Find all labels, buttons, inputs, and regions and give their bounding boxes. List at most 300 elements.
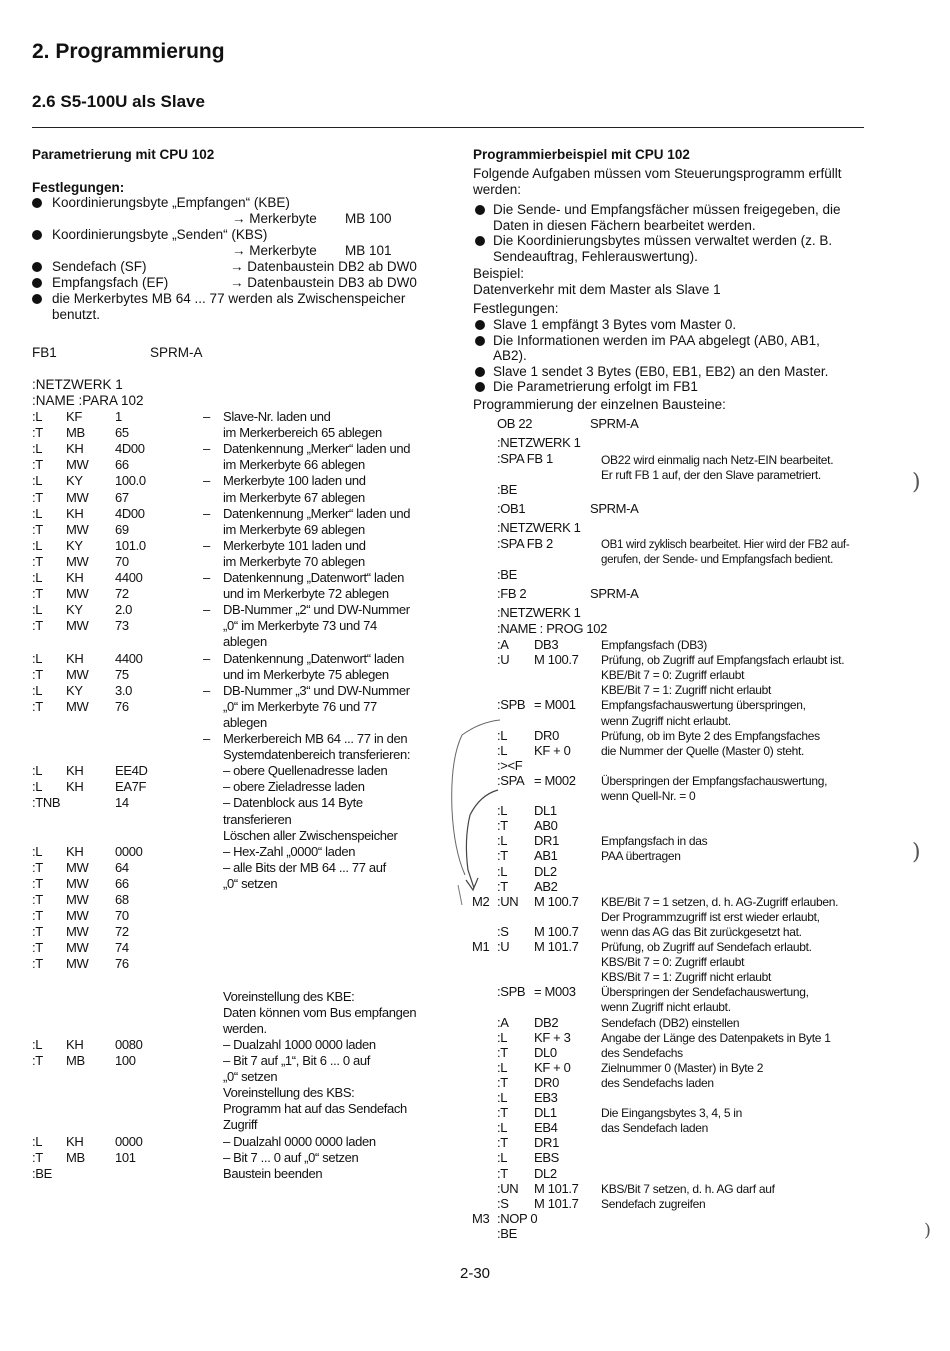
code-c: im Merkerbyte 69 ablegen: [223, 521, 365, 537]
code-row: [32, 683, 472, 699]
bullet-text: Empfangsfach (EF): [52, 275, 169, 290]
code-comment: PAA übertragen: [601, 849, 681, 864]
ob1-netzwerk: :NETZWERK 1: [497, 520, 581, 535]
code-c: Merkerbereich MB 64 ... 77 in den: [223, 731, 408, 746]
fb2-name: SPRM-A: [590, 586, 639, 601]
left-code-listing: [32, 409, 472, 1189]
code-arg: MW: [66, 553, 89, 569]
code-row: [470, 1075, 890, 1091]
code-val: 72: [115, 924, 129, 940]
code-arg: MB: [66, 1053, 85, 1068]
code-val: 72: [115, 586, 129, 602]
code-row: [470, 682, 890, 698]
code-row: [32, 1085, 472, 1101]
section-heading: 2.6 S5-100U als Slave: [32, 92, 205, 111]
code-arg: DL1: [534, 1105, 557, 1121]
code-row: [32, 667, 472, 683]
code-op: :L: [32, 505, 43, 521]
code-val: 0000: [115, 843, 143, 859]
code-row: [32, 441, 472, 457]
left-name-line: :NAME :PARA 102: [32, 393, 144, 408]
code-val: 3.0: [115, 682, 133, 698]
fb1-name: SPRM-A: [150, 345, 203, 360]
code-row: [32, 634, 472, 650]
code-comment: Der Programmzugriff ist erst wieder erlaubt,: [601, 909, 820, 924]
code-comment: KBS/Bit 7 = 1: Zugriff nicht erlaubt: [601, 970, 772, 985]
code-row: [32, 570, 472, 586]
code-op: :T: [497, 1165, 508, 1181]
bullet-text: Slave 1 empfängt 3 Bytes vom Master 0.: [493, 317, 737, 332]
code-row: [470, 1226, 890, 1242]
code-op: :T: [32, 489, 43, 505]
code-arg: AB0: [534, 818, 558, 834]
code-row: [32, 715, 472, 731]
code-row: [32, 940, 472, 956]
code-row: [470, 743, 890, 759]
code-row: [32, 602, 472, 618]
bullet-icon: [32, 262, 42, 272]
bullet-icon: [475, 382, 485, 392]
code-row: [32, 1117, 472, 1133]
code-arg: DR1: [534, 833, 559, 849]
code-comment: Empfangsfach (DB3): [601, 638, 707, 652]
code-arg: MB: [66, 425, 85, 441]
code-op: :T: [32, 553, 43, 569]
code-c: Zugriff: [223, 1117, 258, 1133]
bullet-icon: [475, 336, 485, 346]
code-arg: MW: [66, 892, 89, 907]
code-comment: Prüfung, ob Zugriff auf Empfangsfach erlaubt ist.: [601, 653, 845, 668]
code-op: :L: [32, 843, 43, 859]
code-c: im Merkerbyte 66 ablegen: [223, 457, 365, 473]
code-row: [32, 618, 472, 634]
code-op: :T: [32, 956, 43, 972]
code-c: im Merkerbyte 70 ablegen: [223, 553, 365, 569]
code-op: :TNB: [32, 795, 61, 811]
code-row: [470, 984, 890, 1000]
code-arg: MW: [66, 618, 89, 634]
code-row: [470, 848, 890, 864]
code-op: :SPB: [497, 984, 526, 1000]
code-c: ablegen: [223, 634, 267, 650]
code-row: [32, 876, 472, 892]
code-op: :T: [32, 618, 43, 634]
code-row: [470, 909, 890, 925]
code-c: Datenkennung „Merker“ laden und: [223, 441, 411, 457]
beispiel-text: Datenverkehr mit dem Master als Slave 1: [473, 282, 721, 297]
code-comment: KBS/Bit 7 = 0: Zugriff erlaubt: [601, 955, 745, 970]
code-row: [32, 425, 472, 441]
right-code-listing: [470, 637, 890, 1257]
code-arg: KH: [66, 763, 84, 779]
code-op: :T: [32, 875, 43, 891]
code-arg: KH: [66, 505, 84, 521]
code-c: werden.: [223, 1020, 267, 1036]
code-c: – alle Bits der MB 64 ... 77 auf: [223, 859, 386, 875]
code-val: EA7F: [115, 779, 147, 795]
right-intro-2: werden:: [473, 182, 522, 197]
code-row: [470, 864, 890, 880]
bullet-arrow-text: → Datenbaustein DB3 ab DW0: [230, 275, 417, 290]
code-arg: KF + 0: [534, 742, 571, 758]
code-val: EE4D: [115, 763, 148, 779]
code-arg: MW: [66, 924, 89, 940]
fb2-netzwerk: :NETZWERK 1: [497, 605, 581, 620]
code-c: „0“ im Merkerbyte 76 und 77: [223, 698, 377, 714]
code-c: Datenkennung „Datenwort“ laden: [223, 570, 405, 585]
ob22-label: OB 22: [497, 416, 533, 431]
code-row: [32, 554, 472, 570]
code-val: 70: [115, 553, 129, 569]
code-c: – obere Quellenadresse laden: [223, 763, 388, 779]
code-op: :T: [32, 457, 43, 473]
code-c: Merkerbyte 101 laden und: [223, 537, 366, 553]
bullet-text: Koordinierungsbyte „Senden“ (KBS): [52, 227, 268, 242]
code-row: [32, 1150, 472, 1166]
code-val: 67: [115, 489, 129, 505]
code-arg: KH: [66, 1036, 84, 1052]
code-comment: KBE/Bit 7 = 1 setzen, d. h. AG-Zugriff erlauben.: [601, 894, 839, 909]
bullet-icon: [32, 230, 42, 240]
prog-intro: Programmierung der einzelnen Bausteine:: [473, 397, 726, 412]
code-row: [32, 1166, 472, 1182]
code-op: :L: [497, 1029, 508, 1045]
code-c: und im Merkerbyte 72 ablegen: [223, 586, 389, 602]
code-op: :T: [32, 940, 43, 956]
code-comment: des Sendefachs: [601, 1045, 683, 1060]
code-row: [32, 1069, 472, 1085]
left-title: Parametrierung mit CPU 102: [32, 147, 215, 162]
code-arg: KH: [66, 1133, 84, 1149]
code-row: [470, 894, 890, 910]
code-op: :S: [497, 1195, 509, 1211]
code-row: [32, 490, 472, 506]
code-row: [470, 1150, 890, 1166]
code-c: im Merkerbereich 65 ablegen: [223, 425, 382, 441]
bullet-text: AB2).: [493, 348, 527, 363]
code-val: 66: [115, 457, 129, 473]
code-arg: MW: [66, 586, 89, 602]
code-op: :T: [32, 908, 43, 924]
code-c: – Dualzahl 1000 0000 laden: [223, 1036, 376, 1052]
code-row: [32, 538, 472, 554]
code-op: :SPB: [497, 697, 526, 713]
code-row: [470, 803, 890, 819]
ob22-spa: :SPA FB 1: [497, 451, 553, 466]
code-op: :T: [32, 892, 43, 907]
code-row: [32, 908, 472, 924]
code-row: [470, 1211, 890, 1227]
code-op: :UN: [497, 1180, 519, 1196]
code-row: [470, 1060, 890, 1076]
code-c: – Bit 7 auf „1“, Bit 6 ... 0 auf: [223, 1053, 371, 1068]
code-arg: DR0: [534, 1074, 559, 1090]
bullet-arrow-text: → Merkerbyte: [232, 243, 317, 258]
code-op: :T: [32, 666, 43, 682]
code-op: :><F: [497, 757, 523, 773]
code-c: im Merkerbyte 67 ablegen: [223, 489, 365, 505]
bullet-value: MB 100: [345, 211, 392, 226]
code-arg: MW: [66, 940, 89, 956]
code-row: [32, 651, 472, 667]
code-comment: Prüfung, ob im Byte 2 des Empfangsfaches: [601, 728, 820, 743]
code-comment: Sendefach (DB2) einstellen: [601, 1015, 740, 1030]
code-row: [470, 879, 890, 895]
code-op: :L: [32, 763, 43, 779]
ob1-note-2: gerufen, der Sende- und Empfangsfach bedient.: [601, 554, 834, 566]
bullet-icon: [475, 236, 485, 246]
bullet-icon: [32, 278, 42, 288]
code-arg: KH: [66, 441, 84, 457]
bullet-text: Die Sende- und Empfangsfächer müssen freigegeben, die: [493, 202, 841, 217]
code-row: [470, 1135, 890, 1151]
code-arg: KF + 0: [534, 1059, 571, 1075]
code-arg: MW: [66, 457, 89, 473]
bullet-text: Die Koordinierungsbytes müssen verwaltet werden (z. B.: [493, 233, 833, 248]
code-c: Datenkennung „Datenwort“ laden: [223, 650, 405, 666]
left-netzwerk: :NETZWERK 1: [32, 377, 123, 392]
code-c: – obere Zieladresse laden: [223, 779, 365, 795]
code-c: – Datenblock aus 14 Byte: [223, 795, 363, 811]
code-arg: MW: [66, 666, 89, 682]
code-row: [32, 457, 472, 473]
code-op: :T: [497, 1044, 508, 1060]
code-val: 70: [115, 908, 129, 924]
code-marker: M1: [472, 939, 490, 954]
code-row: [32, 731, 472, 747]
code-row: [32, 1005, 472, 1021]
code-c: DB-Nummer „3“ und DW-Nummer: [223, 682, 410, 698]
bullet-icon: [475, 205, 485, 215]
code-op: :L: [32, 473, 43, 489]
bullet-text: Koordinierungsbyte „Empfangen“ (KBE): [52, 195, 290, 210]
festlegungen-label: Festlegungen:: [32, 180, 125, 195]
code-op: :T: [497, 848, 508, 864]
code-op: :L: [32, 602, 43, 618]
code-row: [32, 956, 472, 972]
code-row: [32, 860, 472, 876]
code-comment: Empfangsfachauswertung überspringen,: [601, 698, 806, 713]
code-op: :A: [497, 1014, 509, 1030]
code-op: :L: [497, 742, 508, 758]
code-arg: M 101.7: [534, 939, 579, 954]
bullet-text: Sendeauftrag, Fehlerauswertung).: [493, 248, 698, 264]
code-op: :L: [32, 570, 43, 585]
code-arg: MB: [66, 1149, 85, 1165]
code-row: [470, 652, 890, 668]
code-op: :T: [497, 1105, 508, 1121]
bullet-text: Die Informationen werden im PAA abgelegt (AB0, AB1,: [493, 332, 820, 348]
code-row: [470, 924, 890, 940]
code-d: –: [203, 505, 210, 521]
code-arg: KF + 3: [534, 1029, 571, 1045]
code-c: ablegen: [223, 714, 267, 730]
code-arg: MW: [66, 956, 89, 972]
code-arg: AB1: [534, 848, 558, 864]
code-d: –: [203, 682, 210, 698]
bullet-text: Slave 1 sendet 3 Bytes (EB0, EB1, EB2) an den Master.: [493, 363, 829, 379]
code-row: [470, 773, 890, 789]
code-val: 2.0: [115, 602, 133, 618]
code-op: :T: [497, 1135, 508, 1151]
code-row: [470, 939, 890, 955]
code-comment: KBE/Bit 7 = 1: Zugriff nicht erlaubt: [601, 683, 772, 698]
code-arg: DB3: [534, 637, 559, 652]
code-c: DB-Nummer „2“ und DW-Nummer: [223, 602, 410, 618]
code-d: –: [203, 441, 210, 457]
code-d: –: [203, 409, 210, 424]
code-val: 75: [115, 666, 129, 682]
code-op: :L: [497, 1059, 508, 1075]
margin-mark-2: ): [912, 840, 921, 865]
code-row: [32, 795, 472, 811]
code-arg: M 101.7: [534, 1195, 579, 1211]
code-c: – Bit 7 ... 0 auf „0“ setzen: [223, 1149, 359, 1165]
right-bullet-list-2: [473, 317, 873, 397]
code-val: 4D00: [115, 441, 145, 457]
code-row: [32, 763, 472, 779]
margin-mark-3: ): [924, 1220, 932, 1241]
code-d: –: [203, 537, 210, 553]
beispiel-label: Beispiel:: [473, 266, 525, 281]
bullet-icon: [32, 198, 42, 208]
code-row: [32, 892, 472, 908]
fb2-name-line: :NAME : PROG 102: [497, 621, 607, 636]
bullet-arrow-text: → Datenbaustein DB2 ab DW0: [230, 259, 417, 274]
code-row: [32, 699, 472, 715]
code-comment: Die Eingangsbytes 3, 4, 5 in: [601, 1106, 743, 1121]
code-comment: wenn Zugriff nicht erlaubt.: [601, 713, 731, 728]
code-arg: M 100.7: [534, 923, 579, 939]
code-arg: = M003: [534, 984, 576, 1000]
code-row: [470, 954, 890, 970]
code-row: [470, 833, 890, 849]
ob22-note-2: Er ruft FB 1 auf, der den Slave parametriert.: [601, 468, 821, 482]
divider: [32, 127, 864, 128]
ob1-name: SPRM-A: [590, 501, 639, 516]
code-op: :BE: [32, 1165, 52, 1181]
code-op: :BE: [497, 1225, 517, 1241]
code-val: 1: [115, 409, 122, 424]
code-op: :L: [497, 863, 508, 879]
code-op: :T: [32, 521, 43, 537]
code-row: [32, 473, 472, 489]
code-row: [32, 409, 472, 425]
code-c: Merkerbyte 100 laden und: [223, 473, 366, 489]
bullet-text: Sendefach (SF): [52, 259, 147, 274]
code-row: [470, 1090, 890, 1106]
code-val: 100.0: [115, 473, 146, 489]
code-comment: wenn Quell-Nr. = 0: [601, 789, 696, 803]
code-comment: die Nummer der Quelle (Master 0) steht.: [601, 743, 805, 758]
code-row: [32, 1053, 472, 1069]
code-op: :L: [497, 727, 508, 743]
code-arg: KF: [66, 409, 82, 424]
code-comment: das Sendefach laden: [601, 1121, 709, 1136]
code-op: :L: [497, 1120, 508, 1136]
code-arg: M 100.7: [534, 893, 579, 909]
code-c: transferieren: [223, 811, 292, 827]
code-val: 0000: [115, 1133, 143, 1149]
code-val: 4400: [115, 570, 143, 585]
code-arg: EB3: [534, 1090, 558, 1105]
code-op: :T: [32, 586, 43, 602]
ob22-name: SPRM-A: [590, 416, 639, 431]
code-c: „0“ setzen: [223, 1069, 278, 1085]
code-arg: KY: [66, 682, 83, 698]
left-bullet-list: [32, 195, 452, 335]
code-d: –: [203, 570, 210, 585]
ob22-note-1: OB22 wird einmalig nach Netz-EIN bearbeitet.: [601, 453, 834, 467]
code-op: :L: [32, 682, 43, 698]
code-arg: AB2: [534, 878, 558, 894]
code-arg: KH: [66, 570, 84, 585]
code-op: :L: [32, 650, 43, 666]
code-arg: KY: [66, 602, 83, 618]
code-c: Voreinstellung des KBE:: [223, 988, 355, 1004]
code-arg: KH: [66, 650, 84, 666]
code-arg: KH: [66, 779, 84, 795]
code-val: 68: [115, 892, 129, 907]
code-op: :L: [497, 833, 508, 849]
code-arg: KY: [66, 537, 83, 553]
code-arg: = M002: [534, 772, 576, 788]
code-row: [32, 989, 472, 1005]
code-op: :U: [497, 939, 510, 954]
code-comment: wenn das AG das Bit zurückgesetzt hat.: [601, 924, 802, 939]
code-val: 66: [115, 875, 129, 891]
fb2-label: :FB 2: [497, 586, 527, 601]
code-c: Voreinstellung des KBS:: [223, 1085, 355, 1101]
code-op: :L: [497, 1150, 508, 1166]
code-comment: Zielnummer 0 (Master) in Byte 2: [601, 1060, 764, 1075]
code-val: 14: [115, 795, 129, 811]
code-op: :SPA: [497, 772, 525, 788]
code-d: –: [203, 602, 210, 618]
code-op: :T: [497, 818, 508, 834]
code-row: [470, 758, 890, 774]
code-row: [470, 1196, 890, 1212]
code-row: [32, 522, 472, 538]
code-row: [470, 713, 890, 729]
bullet-text: Daten in diesen Fächern bearbeitet werden.: [493, 217, 756, 233]
code-arg: DL2: [534, 863, 557, 879]
code-arg: MW: [66, 908, 89, 924]
bullet-value: MB 101: [345, 243, 392, 258]
code-row: [470, 697, 890, 713]
code-op: :NOP 0: [497, 1210, 538, 1226]
code-row: [470, 1166, 890, 1182]
fb1-label: FB1: [32, 345, 57, 360]
code-row: [32, 1101, 472, 1117]
code-row: [470, 818, 890, 834]
code-c: Datenkennung „Merker“ laden und: [223, 505, 411, 521]
code-comment: KBS/Bit 7 setzen, d. h. AG darf auf: [601, 1181, 775, 1196]
code-c: Systemdatenbereich transferieren:: [223, 747, 411, 763]
code-arg: M 101.7: [534, 1180, 579, 1196]
code-row: [32, 1134, 472, 1150]
code-c: Programm hat auf das Sendefach: [223, 1101, 407, 1117]
code-op: :T: [497, 878, 508, 894]
code-comment: des Sendefachs laden: [601, 1075, 714, 1090]
code-op: :T: [32, 698, 43, 714]
code-arg: DB2: [534, 1014, 559, 1030]
code-val: 4D00: [115, 505, 145, 521]
code-op: :L: [32, 409, 43, 424]
right-bullet-list-1: [473, 202, 873, 268]
code-val: 74: [115, 940, 129, 956]
code-c: und im Merkerbyte 75 ablegen: [223, 666, 389, 682]
